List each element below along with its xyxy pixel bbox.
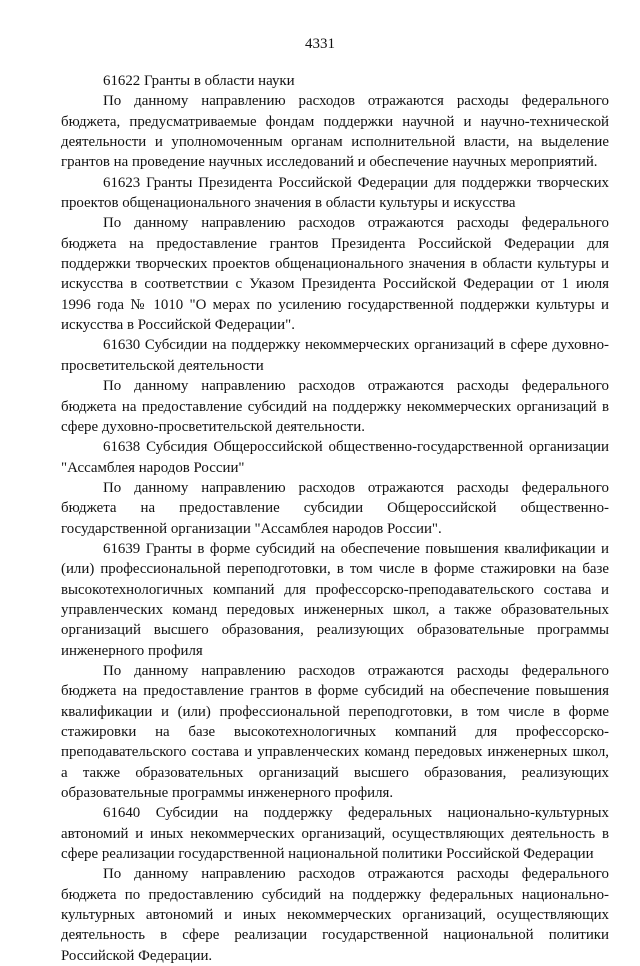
heading-61622: 61622 Гранты в области науки xyxy=(103,73,295,89)
heading-61639: 61639 Гранты в форме субсидий на обеспечение повышения квалификации и (или) профессиональной переподготовки, в том числе в форме стажировки на базе высокотехнологичных компаний для профессорско-преподавательского состава и управленческих команд передовых инженерных школ, а также образовательных организаций высшего образования, реализующих образовательные программы инженерного профиля xyxy=(61,540,609,659)
heading-61640: 61640 Субсидии на поддержку федеральных национально-культурных автономий и иных некоммерческих организаций, осуществляющих деятельность в сфере реализации государственной национальной политики Российской Федерации xyxy=(61,805,609,863)
paragraph-61640: По данному направлению расходов отражаются расходы федерального бюджета по предоставлению субсидий на поддержку федеральных национально-культурных автономий и иных некоммерческих организаций, осуществляющих деятельность в сфере реализации государственной национальной политики Российской Федерации. xyxy=(61,866,609,964)
paragraph-61622: По данному направлению расходов отражаются расходы федерального бюджета, предусматриваемые фондам поддержки научной и научно-технической деятельности и уполномоченным органам исполнительной власти, на выделение грантов на проведение научных исследований и обеспечение научных мероприятий. xyxy=(61,93,609,171)
heading-61623: 61623 Гранты Президента Российской Федерации для поддержки творческих проектов общенационального значения в области культуры и искусства xyxy=(61,174,609,212)
heading-61638: 61638 Субсидия Общероссийской общественно-государственной организации "Ассамблея народов России" xyxy=(61,439,609,476)
heading-61630: 61630 Субсидии на поддержку некоммерческих организаций в сфере духовно-просветительской деятельности xyxy=(61,337,609,374)
paragraph-61623: По данному направлению расходов отражаются расходы федерального бюджета на предоставление грантов Президента Российской Федерации для поддержки творческих проектов общенационального значения в области культуры и искусства в соответствии с Указом Президента Российской Федерации от 1 июля 1996 года № 1010 "О мерах по усилению государственной поддержки культуры и искусства в Российской Федерации". xyxy=(61,215,609,334)
document-body xyxy=(61,71,609,966)
page-number: 4331 xyxy=(305,36,335,52)
paragraph-61630: По данному направлению расходов отражаются расходы федерального бюджета на предоставление субсидий на поддержку некоммерческих организаций в сфере духовно-просветительской деятельности. xyxy=(61,378,609,435)
paragraph-61639: По данному направлению расходов отражаются расходы федерального бюджета на предоставление грантов в форме субсидий на обеспечение повышения квалификации и (или) профессиональной переподготовки, в том числе в форме стажировки на базе высокотехнологичных компаний для профессорско-преподавательского состава и управленческих команд передовых инженерных школ, а также образовательных организаций высшего образования, реализующих образовательные программы инженерного профиля. xyxy=(61,662,609,802)
paragraph-61638: По данному направлению расходов отражаются расходы федерального бюджета на предоставление субсидии Общероссийской общественно-государственной организации "Ассамблея народов России". xyxy=(61,479,609,537)
